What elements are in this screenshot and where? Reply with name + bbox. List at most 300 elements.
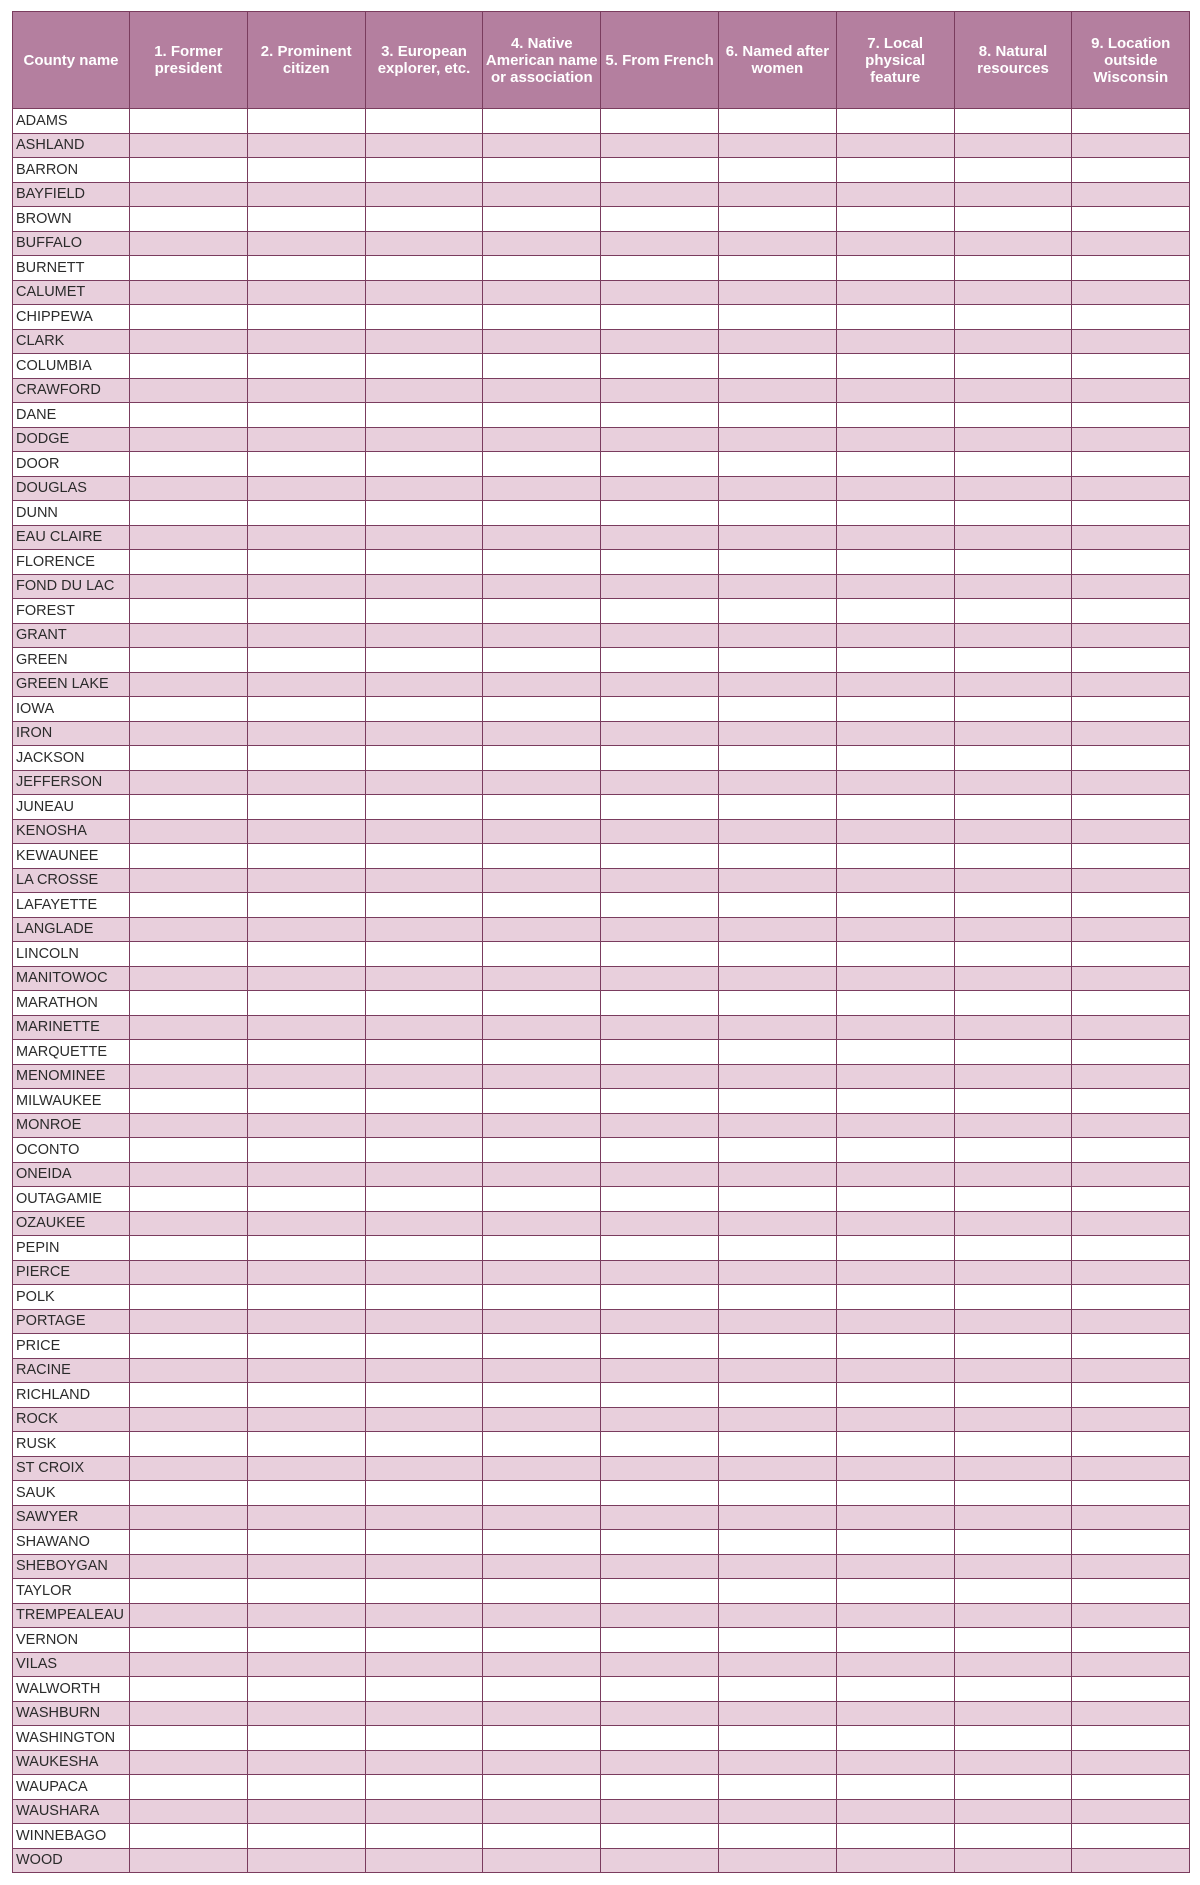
answer-cell[interactable]	[130, 599, 248, 624]
answer-cell[interactable]	[130, 354, 248, 379]
answer-cell[interactable]	[836, 574, 954, 599]
answer-cell[interactable]	[718, 1481, 836, 1506]
answer-cell[interactable]	[954, 158, 1072, 183]
answer-cell[interactable]	[1072, 1260, 1190, 1285]
answer-cell[interactable]	[483, 378, 601, 403]
answer-cell[interactable]	[836, 1285, 954, 1310]
answer-cell[interactable]	[601, 1211, 719, 1236]
answer-cell[interactable]	[954, 1162, 1072, 1187]
answer-cell[interactable]	[365, 795, 483, 820]
answer-cell[interactable]	[130, 1579, 248, 1604]
answer-cell[interactable]	[483, 1481, 601, 1506]
answer-cell[interactable]	[247, 991, 365, 1016]
answer-cell[interactable]	[1072, 1334, 1190, 1359]
answer-cell[interactable]	[954, 231, 1072, 256]
answer-cell[interactable]	[130, 1481, 248, 1506]
answer-cell[interactable]	[483, 672, 601, 697]
answer-cell[interactable]	[1072, 672, 1190, 697]
answer-cell[interactable]	[954, 207, 1072, 232]
answer-cell[interactable]	[130, 1505, 248, 1530]
answer-cell[interactable]	[718, 329, 836, 354]
answer-cell[interactable]	[601, 1750, 719, 1775]
answer-cell[interactable]	[836, 1015, 954, 1040]
answer-cell[interactable]	[954, 1383, 1072, 1408]
answer-cell[interactable]	[601, 721, 719, 746]
answer-cell[interactable]	[1072, 1138, 1190, 1163]
answer-cell[interactable]	[483, 1089, 601, 1114]
answer-cell[interactable]	[954, 1113, 1072, 1138]
answer-cell[interactable]	[836, 207, 954, 232]
answer-cell[interactable]	[1072, 770, 1190, 795]
answer-cell[interactable]	[601, 1162, 719, 1187]
answer-cell[interactable]	[718, 1113, 836, 1138]
answer-cell[interactable]	[601, 1799, 719, 1824]
answer-cell[interactable]	[836, 256, 954, 281]
answer-cell[interactable]	[718, 1530, 836, 1555]
answer-cell[interactable]	[365, 329, 483, 354]
answer-cell[interactable]	[130, 1603, 248, 1628]
answer-cell[interactable]	[836, 819, 954, 844]
answer-cell[interactable]	[1072, 1358, 1190, 1383]
answer-cell[interactable]	[1072, 452, 1190, 477]
answer-cell[interactable]	[1072, 427, 1190, 452]
answer-cell[interactable]	[601, 1603, 719, 1628]
answer-cell[interactable]	[483, 452, 601, 477]
answer-cell[interactable]	[365, 1089, 483, 1114]
answer-cell[interactable]	[483, 1162, 601, 1187]
answer-cell[interactable]	[247, 1211, 365, 1236]
answer-cell[interactable]	[365, 1358, 483, 1383]
answer-cell[interactable]	[954, 1089, 1072, 1114]
answer-cell[interactable]	[1072, 550, 1190, 575]
answer-cell[interactable]	[365, 1775, 483, 1800]
answer-cell[interactable]	[718, 550, 836, 575]
answer-cell[interactable]	[718, 1358, 836, 1383]
answer-cell[interactable]	[1072, 1236, 1190, 1261]
answer-cell[interactable]	[718, 109, 836, 134]
answer-cell[interactable]	[247, 256, 365, 281]
answer-cell[interactable]	[954, 1187, 1072, 1212]
answer-cell[interactable]	[954, 942, 1072, 967]
answer-cell[interactable]	[247, 452, 365, 477]
answer-cell[interactable]	[1072, 1064, 1190, 1089]
answer-cell[interactable]	[836, 893, 954, 918]
answer-cell[interactable]	[954, 1628, 1072, 1653]
answer-cell[interactable]	[1072, 819, 1190, 844]
answer-cell[interactable]	[365, 1750, 483, 1775]
answer-cell[interactable]	[365, 1064, 483, 1089]
answer-cell[interactable]	[365, 1383, 483, 1408]
answer-cell[interactable]	[247, 354, 365, 379]
answer-cell[interactable]	[601, 1383, 719, 1408]
answer-cell[interactable]	[365, 354, 483, 379]
answer-cell[interactable]	[836, 991, 954, 1016]
answer-cell[interactable]	[483, 525, 601, 550]
answer-cell[interactable]	[365, 158, 483, 183]
answer-cell[interactable]	[601, 1358, 719, 1383]
answer-cell[interactable]	[836, 1505, 954, 1530]
answer-cell[interactable]	[836, 1603, 954, 1628]
answer-cell[interactable]	[954, 305, 1072, 330]
answer-cell[interactable]	[718, 1236, 836, 1261]
answer-cell[interactable]	[718, 378, 836, 403]
answer-cell[interactable]	[1072, 697, 1190, 722]
answer-cell[interactable]	[247, 1040, 365, 1065]
answer-cell[interactable]	[601, 1285, 719, 1310]
answer-cell[interactable]	[130, 1040, 248, 1065]
answer-cell[interactable]	[601, 574, 719, 599]
answer-cell[interactable]	[247, 893, 365, 918]
answer-cell[interactable]	[247, 795, 365, 820]
answer-cell[interactable]	[1072, 329, 1190, 354]
answer-cell[interactable]	[1072, 966, 1190, 991]
answer-cell[interactable]	[130, 109, 248, 134]
answer-cell[interactable]	[130, 1750, 248, 1775]
answer-cell[interactable]	[1072, 1750, 1190, 1775]
answer-cell[interactable]	[954, 1824, 1072, 1849]
answer-cell[interactable]	[1072, 1015, 1190, 1040]
answer-cell[interactable]	[601, 1726, 719, 1751]
answer-cell[interactable]	[483, 721, 601, 746]
answer-cell[interactable]	[365, 182, 483, 207]
answer-cell[interactable]	[718, 1407, 836, 1432]
answer-cell[interactable]	[365, 1481, 483, 1506]
answer-cell[interactable]	[601, 697, 719, 722]
answer-cell[interactable]	[483, 1040, 601, 1065]
answer-cell[interactable]	[365, 991, 483, 1016]
answer-cell[interactable]	[836, 868, 954, 893]
answer-cell[interactable]	[836, 305, 954, 330]
answer-cell[interactable]	[836, 917, 954, 942]
answer-cell[interactable]	[130, 1138, 248, 1163]
answer-cell[interactable]	[718, 795, 836, 820]
answer-cell[interactable]	[601, 1824, 719, 1849]
answer-cell[interactable]	[836, 403, 954, 428]
answer-cell[interactable]	[954, 133, 1072, 158]
answer-cell[interactable]	[130, 1799, 248, 1824]
answer-cell[interactable]	[247, 280, 365, 305]
answer-cell[interactable]	[601, 305, 719, 330]
answer-cell[interactable]	[718, 256, 836, 281]
answer-cell[interactable]	[1072, 1799, 1190, 1824]
answer-cell[interactable]	[1072, 476, 1190, 501]
answer-cell[interactable]	[483, 1677, 601, 1702]
answer-cell[interactable]	[718, 1701, 836, 1726]
answer-cell[interactable]	[365, 1040, 483, 1065]
answer-cell[interactable]	[483, 109, 601, 134]
answer-cell[interactable]	[836, 1432, 954, 1457]
answer-cell[interactable]	[365, 1628, 483, 1653]
answer-cell[interactable]	[954, 1064, 1072, 1089]
answer-cell[interactable]	[1072, 1309, 1190, 1334]
answer-cell[interactable]	[365, 868, 483, 893]
answer-cell[interactable]	[954, 672, 1072, 697]
answer-cell[interactable]	[365, 1505, 483, 1530]
answer-cell[interactable]	[247, 1530, 365, 1555]
answer-cell[interactable]	[954, 1799, 1072, 1824]
answer-cell[interactable]	[954, 1407, 1072, 1432]
answer-cell[interactable]	[601, 1554, 719, 1579]
answer-cell[interactable]	[247, 966, 365, 991]
answer-cell[interactable]	[130, 1848, 248, 1873]
answer-cell[interactable]	[365, 1334, 483, 1359]
answer-cell[interactable]	[1072, 1628, 1190, 1653]
answer-cell[interactable]	[247, 1579, 365, 1604]
answer-cell[interactable]	[1072, 182, 1190, 207]
answer-cell[interactable]	[836, 1824, 954, 1849]
answer-cell[interactable]	[130, 1187, 248, 1212]
answer-cell[interactable]	[601, 1456, 719, 1481]
answer-cell[interactable]	[365, 1015, 483, 1040]
answer-cell[interactable]	[1072, 1505, 1190, 1530]
answer-cell[interactable]	[718, 1554, 836, 1579]
answer-cell[interactable]	[718, 207, 836, 232]
answer-cell[interactable]	[954, 1505, 1072, 1530]
answer-cell[interactable]	[483, 1726, 601, 1751]
answer-cell[interactable]	[1072, 280, 1190, 305]
answer-cell[interactable]	[130, 158, 248, 183]
answer-cell[interactable]	[718, 1383, 836, 1408]
answer-cell[interactable]	[365, 207, 483, 232]
answer-cell[interactable]	[130, 1383, 248, 1408]
answer-cell[interactable]	[483, 1848, 601, 1873]
answer-cell[interactable]	[836, 1383, 954, 1408]
answer-cell[interactable]	[247, 427, 365, 452]
answer-cell[interactable]	[483, 256, 601, 281]
answer-cell[interactable]	[130, 648, 248, 673]
answer-cell[interactable]	[483, 1113, 601, 1138]
answer-cell[interactable]	[483, 1187, 601, 1212]
answer-cell[interactable]	[718, 1064, 836, 1089]
answer-cell[interactable]	[365, 648, 483, 673]
answer-cell[interactable]	[1072, 844, 1190, 869]
answer-cell[interactable]	[954, 1677, 1072, 1702]
answer-cell[interactable]	[247, 1554, 365, 1579]
answer-cell[interactable]	[954, 280, 1072, 305]
answer-cell[interactable]	[1072, 1432, 1190, 1457]
answer-cell[interactable]	[718, 305, 836, 330]
answer-cell[interactable]	[1072, 133, 1190, 158]
answer-cell[interactable]	[1072, 1407, 1190, 1432]
answer-cell[interactable]	[365, 1799, 483, 1824]
answer-cell[interactable]	[365, 256, 483, 281]
answer-cell[interactable]	[365, 280, 483, 305]
answer-cell[interactable]	[365, 1187, 483, 1212]
answer-cell[interactable]	[718, 158, 836, 183]
answer-cell[interactable]	[247, 1701, 365, 1726]
answer-cell[interactable]	[954, 182, 1072, 207]
answer-cell[interactable]	[718, 501, 836, 526]
answer-cell[interactable]	[130, 1554, 248, 1579]
answer-cell[interactable]	[601, 158, 719, 183]
answer-cell[interactable]	[483, 1432, 601, 1457]
answer-cell[interactable]	[601, 893, 719, 918]
answer-cell[interactable]	[836, 648, 954, 673]
answer-cell[interactable]	[130, 231, 248, 256]
answer-cell[interactable]	[718, 1089, 836, 1114]
answer-cell[interactable]	[483, 1799, 601, 1824]
answer-cell[interactable]	[601, 329, 719, 354]
answer-cell[interactable]	[718, 1309, 836, 1334]
answer-cell[interactable]	[130, 574, 248, 599]
answer-cell[interactable]	[1072, 378, 1190, 403]
answer-cell[interactable]	[718, 868, 836, 893]
answer-cell[interactable]	[954, 329, 1072, 354]
answer-cell[interactable]	[247, 158, 365, 183]
answer-cell[interactable]	[1072, 599, 1190, 624]
answer-cell[interactable]	[836, 623, 954, 648]
answer-cell[interactable]	[365, 1726, 483, 1751]
answer-cell[interactable]	[601, 525, 719, 550]
answer-cell[interactable]	[836, 452, 954, 477]
answer-cell[interactable]	[247, 403, 365, 428]
answer-cell[interactable]	[130, 329, 248, 354]
answer-cell[interactable]	[130, 1162, 248, 1187]
answer-cell[interactable]	[483, 1334, 601, 1359]
answer-cell[interactable]	[483, 1824, 601, 1849]
answer-cell[interactable]	[365, 1456, 483, 1481]
answer-cell[interactable]	[954, 1775, 1072, 1800]
answer-cell[interactable]	[365, 1848, 483, 1873]
answer-cell[interactable]	[836, 1162, 954, 1187]
answer-cell[interactable]	[483, 795, 601, 820]
answer-cell[interactable]	[130, 721, 248, 746]
answer-cell[interactable]	[247, 942, 365, 967]
answer-cell[interactable]	[954, 697, 1072, 722]
answer-cell[interactable]	[365, 109, 483, 134]
answer-cell[interactable]	[601, 427, 719, 452]
answer-cell[interactable]	[483, 329, 601, 354]
answer-cell[interactable]	[718, 1187, 836, 1212]
answer-cell[interactable]	[836, 1358, 954, 1383]
answer-cell[interactable]	[365, 1285, 483, 1310]
answer-cell[interactable]	[1072, 1554, 1190, 1579]
answer-cell[interactable]	[483, 819, 601, 844]
answer-cell[interactable]	[836, 1089, 954, 1114]
answer-cell[interactable]	[483, 648, 601, 673]
answer-cell[interactable]	[247, 1236, 365, 1261]
answer-cell[interactable]	[954, 1530, 1072, 1555]
answer-cell[interactable]	[247, 1162, 365, 1187]
answer-cell[interactable]	[1072, 942, 1190, 967]
answer-cell[interactable]	[130, 256, 248, 281]
answer-cell[interactable]	[130, 1407, 248, 1432]
answer-cell[interactable]	[601, 550, 719, 575]
answer-cell[interactable]	[1072, 1701, 1190, 1726]
answer-cell[interactable]	[1072, 1677, 1190, 1702]
answer-cell[interactable]	[836, 378, 954, 403]
answer-cell[interactable]	[836, 1407, 954, 1432]
answer-cell[interactable]	[365, 378, 483, 403]
answer-cell[interactable]	[954, 917, 1072, 942]
answer-cell[interactable]	[130, 1309, 248, 1334]
answer-cell[interactable]	[836, 1677, 954, 1702]
answer-cell[interactable]	[718, 1211, 836, 1236]
answer-cell[interactable]	[954, 1750, 1072, 1775]
answer-cell[interactable]	[718, 476, 836, 501]
answer-cell[interactable]	[601, 1309, 719, 1334]
answer-cell[interactable]	[601, 623, 719, 648]
answer-cell[interactable]	[601, 1236, 719, 1261]
answer-cell[interactable]	[836, 1628, 954, 1653]
answer-cell[interactable]	[247, 1726, 365, 1751]
answer-cell[interactable]	[836, 1775, 954, 1800]
answer-cell[interactable]	[1072, 574, 1190, 599]
answer-cell[interactable]	[130, 917, 248, 942]
answer-cell[interactable]	[483, 942, 601, 967]
answer-cell[interactable]	[601, 966, 719, 991]
answer-cell[interactable]	[483, 770, 601, 795]
answer-cell[interactable]	[483, 1603, 601, 1628]
answer-cell[interactable]	[601, 917, 719, 942]
answer-cell[interactable]	[247, 819, 365, 844]
answer-cell[interactable]	[836, 231, 954, 256]
answer-cell[interactable]	[247, 697, 365, 722]
answer-cell[interactable]	[601, 133, 719, 158]
answer-cell[interactable]	[718, 574, 836, 599]
answer-cell[interactable]	[365, 1579, 483, 1604]
answer-cell[interactable]	[130, 501, 248, 526]
answer-cell[interactable]	[836, 1456, 954, 1481]
answer-cell[interactable]	[601, 501, 719, 526]
answer-cell[interactable]	[718, 746, 836, 771]
answer-cell[interactable]	[130, 868, 248, 893]
answer-cell[interactable]	[483, 1211, 601, 1236]
answer-cell[interactable]	[247, 1309, 365, 1334]
answer-cell[interactable]	[601, 1040, 719, 1065]
answer-cell[interactable]	[365, 942, 483, 967]
answer-cell[interactable]	[954, 868, 1072, 893]
answer-cell[interactable]	[483, 1358, 601, 1383]
answer-cell[interactable]	[954, 1701, 1072, 1726]
answer-cell[interactable]	[483, 868, 601, 893]
answer-cell[interactable]	[365, 1701, 483, 1726]
answer-cell[interactable]	[483, 623, 601, 648]
answer-cell[interactable]	[718, 1015, 836, 1040]
answer-cell[interactable]	[836, 109, 954, 134]
answer-cell[interactable]	[130, 697, 248, 722]
answer-cell[interactable]	[836, 1652, 954, 1677]
answer-cell[interactable]	[836, 1701, 954, 1726]
answer-cell[interactable]	[718, 1579, 836, 1604]
answer-cell[interactable]	[954, 1603, 1072, 1628]
answer-cell[interactable]	[601, 1187, 719, 1212]
answer-cell[interactable]	[365, 525, 483, 550]
answer-cell[interactable]	[836, 280, 954, 305]
answer-cell[interactable]	[247, 1603, 365, 1628]
answer-cell[interactable]	[954, 1285, 1072, 1310]
answer-cell[interactable]	[1072, 1530, 1190, 1555]
answer-cell[interactable]	[954, 1432, 1072, 1457]
answer-cell[interactable]	[836, 599, 954, 624]
answer-cell[interactable]	[483, 354, 601, 379]
answer-cell[interactable]	[130, 1775, 248, 1800]
answer-cell[interactable]	[601, 1652, 719, 1677]
answer-cell[interactable]	[247, 231, 365, 256]
answer-cell[interactable]	[483, 550, 601, 575]
answer-cell[interactable]	[483, 1015, 601, 1040]
answer-cell[interactable]	[365, 1554, 483, 1579]
answer-cell[interactable]	[247, 844, 365, 869]
answer-cell[interactable]	[483, 133, 601, 158]
answer-cell[interactable]	[836, 770, 954, 795]
answer-cell[interactable]	[718, 354, 836, 379]
answer-cell[interactable]	[483, 1652, 601, 1677]
answer-cell[interactable]	[601, 648, 719, 673]
answer-cell[interactable]	[718, 1750, 836, 1775]
answer-cell[interactable]	[365, 574, 483, 599]
answer-cell[interactable]	[483, 501, 601, 526]
